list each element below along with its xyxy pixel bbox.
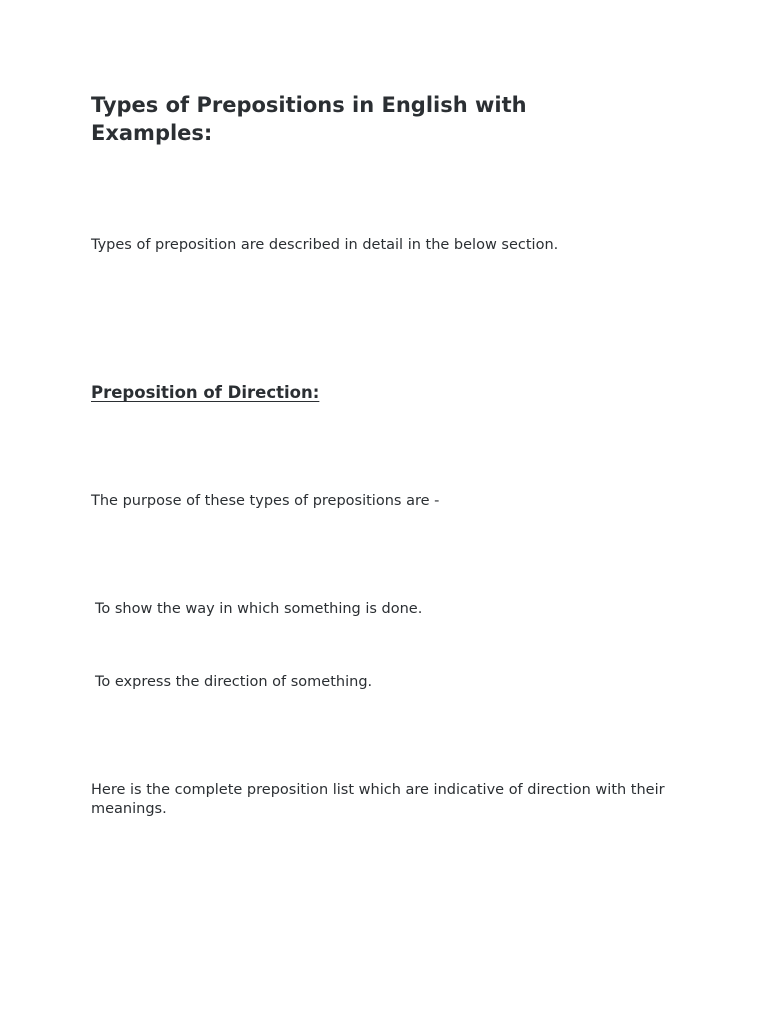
purpose-paragraph: The purpose of these types of prepositions are - — [91, 493, 440, 509]
section-heading-direction: Preposition of Direction: — [91, 383, 320, 402]
purpose-point: To express the direction of something. — [95, 674, 373, 690]
purpose-point: To show the way in which something is done. — [95, 601, 423, 617]
list-intro-paragraph: Here is the complete preposition list which are indicative of direction with their meanings. — [91, 782, 665, 817]
page-title: Types of Prepositions in English with Examples: — [91, 93, 527, 145]
intro-paragraph: Types of preposition are described in detail in the below section. — [91, 237, 559, 253]
